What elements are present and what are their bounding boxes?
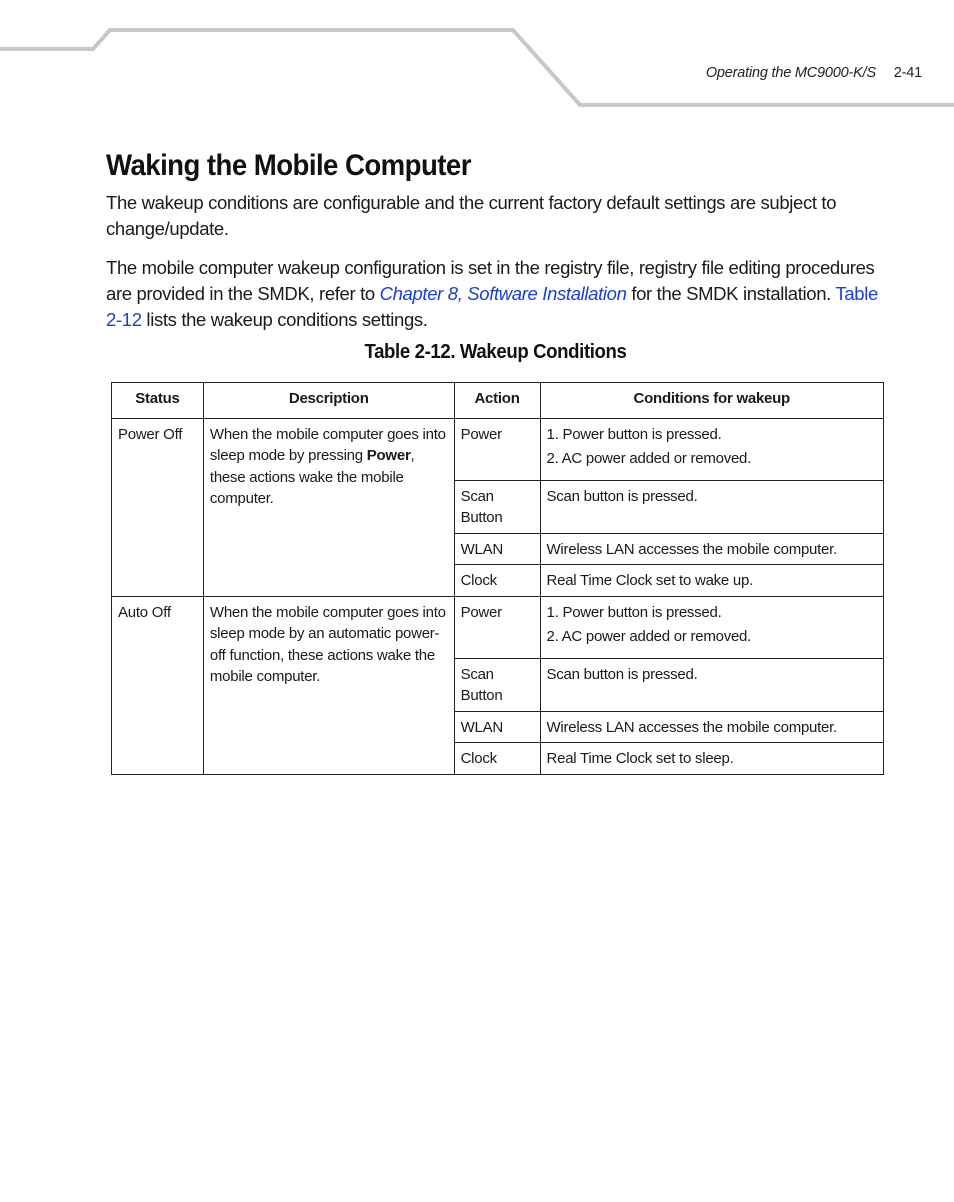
- description-cell: When the mobile computer goes into sleep mode by an automatic power-off function, these actions wake the mobile computer.: [203, 596, 454, 774]
- action-cell: Power: [454, 418, 540, 480]
- action-cell: Scan Button: [454, 658, 540, 711]
- action-cell: WLAN: [454, 711, 540, 743]
- table-2-12-link[interactable]: Table 2-12: [106, 283, 878, 330]
- running-header-title: Operating the MC9000-K/S: [705, 65, 876, 81]
- conditions-cell: Scan button is pressed.: [540, 658, 883, 711]
- column-header-action: Action: [454, 383, 540, 419]
- conditions-cell: Wireless LAN accesses the mobile computer.: [540, 711, 883, 743]
- conditions-cell: 1. Power button is pressed. 2. AC power added or removed.: [540, 418, 883, 480]
- column-header-conditions: Conditions for wakeup: [540, 383, 883, 419]
- chapter-8-link[interactable]: Chapter 8, Software Installation: [379, 283, 627, 304]
- column-header-status: Status: [112, 383, 204, 419]
- table-caption: Table 2-12. Wakeup Conditions: [364, 341, 627, 363]
- table-row: [112, 418, 884, 480]
- action-cell: Clock: [454, 565, 540, 597]
- registry-text-end: lists the wakeup conditions settings.: [141, 309, 428, 330]
- page-number: 2-41: [893, 65, 922, 81]
- status-cell: Auto Off: [112, 596, 204, 774]
- action-cell: Clock: [454, 743, 540, 775]
- intro-paragraph: The wakeup conditions are configurable and the current factory default settings are subject to change/update.: [106, 192, 837, 239]
- conditions-cell: 1. Power button is pressed. 2. AC power added or removed.: [540, 596, 883, 658]
- action-cell: WLAN: [454, 533, 540, 565]
- registry-text-middle: for the SMDK installation.: [626, 283, 836, 304]
- conditions-cell: Scan button is pressed.: [540, 480, 883, 533]
- section-heading: Waking the Mobile Computer: [106, 149, 471, 182]
- column-header-description: Description: [203, 383, 454, 419]
- registry-text-start: The mobile computer wakeup configuration is set in the registry file, registry file editing procedures are provided in the SMDK, refer to: [106, 257, 875, 304]
- table-row: [112, 596, 884, 658]
- registry-paragraph: [106, 255, 896, 333]
- conditions-cell: Wireless LAN accesses the mobile computer.: [540, 533, 883, 565]
- power-key-label: Power: [366, 447, 411, 464]
- running-header: [706, 65, 922, 81]
- description-cell: When the mobile computer goes into sleep mode by pressing Power, these actions wake the mobile computer.: [203, 418, 454, 596]
- conditions-cell: Real Time Clock set to sleep.: [540, 743, 883, 775]
- action-cell: Scan Button: [454, 480, 540, 533]
- header-decoration-line: [0, 0, 954, 110]
- conditions-cell: Real Time Clock set to wake up.: [540, 565, 883, 597]
- action-cell: Power: [454, 596, 540, 658]
- table-header-row: [112, 383, 884, 419]
- wakeup-conditions-table: [111, 382, 884, 775]
- status-cell: Power Off: [112, 418, 204, 596]
